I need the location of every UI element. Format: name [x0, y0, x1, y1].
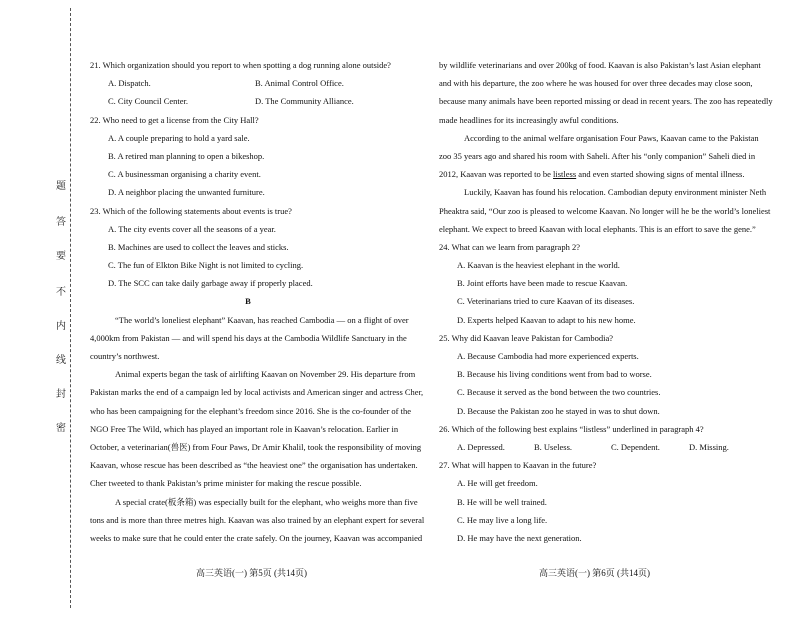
option: A. Kaavan is the heaviest elephant in the world.	[457, 260, 620, 271]
option: A. He will get freedom.	[457, 478, 538, 489]
option: B. Because his living conditions went from bad to worse.	[457, 369, 652, 380]
right-column	[439, 56, 773, 547]
seal-char: 答	[56, 217, 66, 228]
cut-line	[70, 8, 71, 608]
paragraph-line: by wildlife veterinarians and over 200kg of food. Kaavan is also Pakistan’s last Asian elephant	[439, 60, 761, 70]
option: D. The Community Alliance.	[255, 96, 354, 107]
paragraph-line: According to the animal welfare organisation Four Paws, Kaavan came to the Pakistan	[464, 132, 759, 143]
paragraph-line: Animal experts began the task of airlifting Kaavan on November 29. His departure from	[115, 369, 416, 380]
paragraph-line: October, a veterinarian(兽医) from Four Paws, Dr Amir Khalil, took the responsibility of moving	[90, 441, 422, 452]
question-21-options-row1	[90, 74, 406, 92]
option: C. He may live a long life.	[457, 514, 548, 525]
paragraph-line: Pheaktra said, “Our zoo is pleased to welcome Kaavan. No longer will he be the world’s loneliest	[439, 205, 771, 216]
seal-char: 内	[56, 321, 66, 332]
option: D. The SCC can take daily garbage away if properly placed.	[108, 278, 313, 289]
seal-char: 线	[56, 355, 66, 366]
option: C. Dependent.	[611, 441, 660, 452]
option: B. A retired man planning to open a bikeshop.	[108, 150, 265, 161]
paragraph-line: country’s northwest.	[90, 351, 160, 361]
option: A. Dispatch.	[108, 78, 151, 89]
seal-char: 题	[56, 181, 66, 192]
paragraph-line: made headlines for its increasingly awful conditions.	[439, 114, 619, 125]
seal-char: 封	[56, 389, 66, 400]
paragraph-line: A special crate(板条箱) was especially built for the elephant, who weighs more than five	[115, 496, 418, 507]
paragraph-line: Pakistan marks the end of a campaign led by local activists and American singer and actress Cher,	[90, 387, 424, 398]
option: C. The fun of Elkton Bike Night is not limited to cycling.	[108, 260, 304, 271]
question-21: 21. Which organization should you report to when spotting a dog running alone outside?	[90, 60, 391, 70]
option: A. A couple preparing to hold a yard sale.	[108, 132, 250, 143]
option: B. Animal Control Office.	[255, 78, 344, 89]
option: A. Depressed.	[457, 441, 505, 452]
question-23: 23. Which of the following statements about events is true?	[90, 205, 292, 216]
option: A. The city events cover all the seasons of a year.	[108, 223, 276, 234]
paragraph-line: because many animals have been reported missing or dead in recent years. The zoo has repeatedly	[439, 96, 773, 107]
option: C. A businessman organising a charity event.	[108, 169, 261, 180]
paragraph-line: weeks to make sure that he could enter the crate safely. On the journey, Kaavan was accompanied	[90, 532, 423, 543]
option: C. Because it served as the bond between the two countries.	[457, 387, 661, 398]
underlined-word: listless	[553, 169, 577, 180]
option: B. He will be well trained.	[457, 496, 547, 507]
paragraph-line	[439, 165, 754, 183]
paragraph-line: zoo 35 years ago and shared his room with Saheli. After his “only companion” Saheli died in	[439, 150, 756, 161]
option: D. He may have the next generation.	[457, 532, 582, 543]
page-footer-right: 高三英语(一) 第6页 (共14页)	[539, 568, 650, 578]
paragraph-line: 4,000km from Pakistan — and will spend his days at the Cambodia Wildlife Sanctuary in the	[90, 332, 407, 343]
paragraph-line: who has been campaigning for the elephant’s freedom since 2016. She is the co-founder of the	[90, 405, 412, 416]
page-footer-left: 高三英语(一) 第5页 (共14页)	[196, 568, 307, 578]
paragraph-line: Kaavan, whose rescue has been described as “the heaviest one” the organisation has undertaken.	[90, 460, 418, 471]
section-label: B	[245, 296, 251, 307]
question-26: 26. Which of the following best explains “listless” underlined in paragraph 4?	[439, 423, 704, 434]
option: C. Veterinarians tried to cure Kaavan of its diseases.	[457, 296, 635, 307]
option: B. Machines are used to collect the leaves and sticks.	[108, 241, 289, 252]
text: 2012, Kaavan was reported to be	[439, 169, 554, 180]
option: B. Useless.	[534, 441, 573, 452]
option: D. Because the Pakistan zoo he stayed in was to shut down.	[457, 405, 660, 416]
option: C. City Council Center.	[108, 96, 189, 107]
paragraph-line: NGO Free The Wild, which has played an important role in Kaavan’s relocation. Earlier in	[90, 423, 399, 434]
option: D. Experts helped Kaavan to adapt to his new home.	[457, 314, 636, 325]
question-27: 27. What will happen to Kaavan in the future?	[439, 460, 597, 471]
seal-char: 密	[56, 423, 66, 434]
paragraph-line: Luckily, Kaavan has found his relocation. Cambodian deputy environment minister Neth	[464, 187, 767, 198]
paragraph-line: “The world’s loneliest elephant” Kaavan, has reached Cambodia — on a flight of over	[115, 314, 409, 325]
option: D. Missing.	[689, 441, 729, 452]
option: A. Because Cambodia had more experienced experts.	[457, 351, 639, 361]
paragraph-line: tons and is more than three metres high. Kaavan was also trained by an elephant expert for several	[90, 514, 425, 525]
binding-margin	[0, 0, 70, 622]
question-26-options	[439, 438, 754, 456]
question-22: 22. Who need to get a license from the City Hall?	[90, 114, 259, 125]
paragraph-line: Cher tweeted to thank Pakistan’s prime minister for making the rescue possible.	[90, 478, 362, 489]
text: and even started showing signs of mental illness.	[576, 169, 745, 180]
question-25: 25. Why did Kaavan leave Pakistan for Cambodia?	[439, 332, 614, 343]
left-column	[90, 56, 425, 547]
seal-char: 不	[56, 287, 66, 298]
question-21-options-row2	[90, 92, 406, 110]
seal-char: 要	[56, 251, 66, 262]
option: B. Joint efforts have been made to rescue Kaavan.	[457, 278, 628, 289]
option: D. A neighbor placing the unwanted furniture.	[108, 187, 265, 198]
paragraph-line: and with his departure, the zoo where he was housed for over three decades may close soon,	[439, 78, 753, 89]
paragraph-line: elephant. We expect to breed Kaavan with local elephants. This is an effort to save the gene.”	[439, 223, 756, 234]
question-24: 24. What can we learn from paragraph 2?	[439, 241, 580, 252]
